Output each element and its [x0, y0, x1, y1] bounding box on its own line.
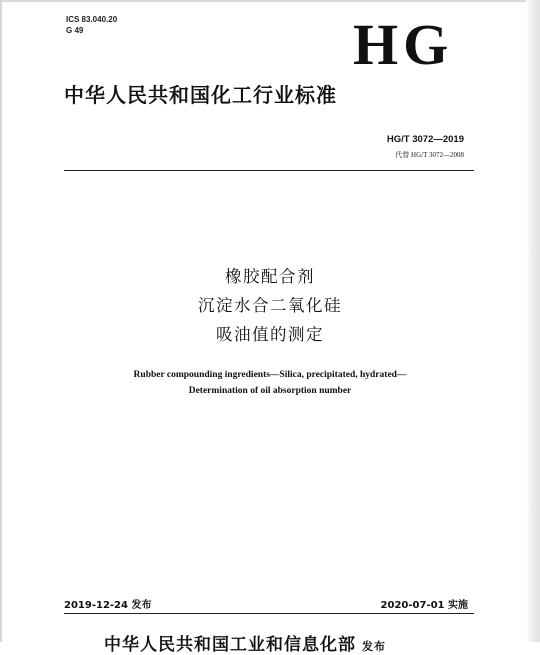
implementation-date: 2020-07-01 实施	[380, 600, 468, 611]
publisher-name: 中华人民共和国工业和信息化部	[104, 635, 356, 655]
replaces-note: 代替 HG/T 3072—2008	[395, 151, 464, 159]
en-title-line-2: Determination of oil absorption number	[188, 386, 352, 396]
footer-divider	[64, 613, 474, 614]
en-title-line-1: Rubber compounding ingredients—Silica, precipitated, hydrated—	[133, 370, 407, 380]
standard-code: HG/T 3072—2019	[386, 134, 464, 145]
hg-logo: HG	[353, 12, 454, 77]
cn-title-line-2: 沉淀水合二氧化硅	[198, 296, 342, 315]
cn-title-line-3: 吸油值的测定	[216, 325, 324, 344]
standard-name: 中华人民共和国化工行业标准	[64, 83, 337, 107]
issue-date: 2019-12-24 发布	[64, 600, 152, 611]
page-edge-top	[0, 0, 540, 2]
ics-code: ICS 83.040.20	[66, 15, 118, 24]
classification-codes	[66, 14, 117, 36]
ccs-code: G 49	[66, 26, 84, 35]
cn-title-line-1: 橡胶配合剂	[225, 267, 315, 286]
publisher-suffix: 发布	[362, 640, 386, 653]
header-divider	[64, 170, 474, 171]
publisher	[104, 630, 386, 655]
